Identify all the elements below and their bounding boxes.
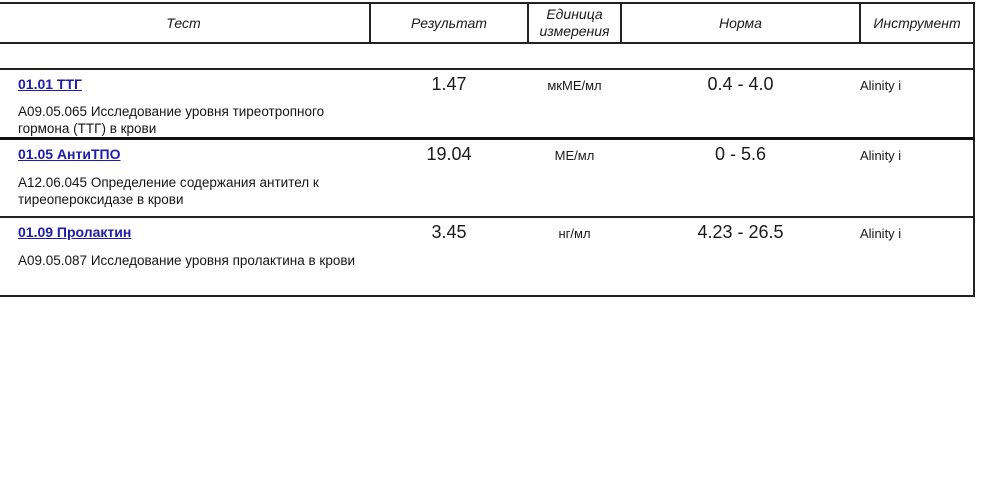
table-row [0,139,974,218]
test-description: A09.05.087 Исследование уровня пролактина в крови [18,253,356,268]
norm-cell [621,139,860,218]
result-cell [370,69,528,139]
norm-value: 0 - 5.6 [714,144,767,164]
unit-value: мкМЕ/мл [547,78,602,93]
table-row [0,69,974,139]
header-unit: Единица измерения [528,3,621,43]
test-cell [0,139,370,218]
lab-results-table [0,2,975,297]
header-instrument: Инструмент [860,3,974,43]
instrument-value: Alinity i [860,78,902,93]
spacer-row [0,43,974,69]
instrument-cell [860,217,974,296]
norm-value: 0.4 - 4.0 [707,74,774,94]
norm-cell [621,69,860,139]
unit-cell [528,69,621,139]
instrument-cell [860,69,974,139]
header-test: Тест [0,3,370,43]
result-value: 1.47 [431,74,467,94]
test-description: A12.06.045 Определение содержания антител к тиреопероксидазе в крови [18,175,319,207]
test-link[interactable]: 01.05 АнтиТПО [18,146,121,162]
instrument-value: Alinity i [860,226,902,241]
result-cell [370,139,528,218]
norm-cell [621,217,860,296]
unit-value: нг/мл [558,226,591,241]
test-cell [0,217,370,296]
result-value: 19.04 [426,144,472,164]
norm-value: 4.23 - 26.5 [697,222,784,242]
test-description: A09.05.065 Исследование уровня тиреотропного гормона (ТТГ) в крови [18,104,325,136]
unit-value: МЕ/мл [554,148,595,163]
result-cell [370,217,528,296]
test-link[interactable]: 01.09 Пролактин [18,224,132,240]
test-cell [0,69,370,139]
header-norm: Норма [621,3,860,43]
result-value: 3.45 [431,222,467,242]
header-result: Результат [370,3,528,43]
unit-cell [528,217,621,296]
instrument-cell [860,139,974,218]
spacer-cell [0,43,974,69]
table-header-row [0,3,974,43]
test-link[interactable]: 01.01 ТТГ [18,76,82,92]
unit-cell [528,139,621,218]
instrument-value: Alinity i [860,148,902,163]
table-row [0,217,974,296]
